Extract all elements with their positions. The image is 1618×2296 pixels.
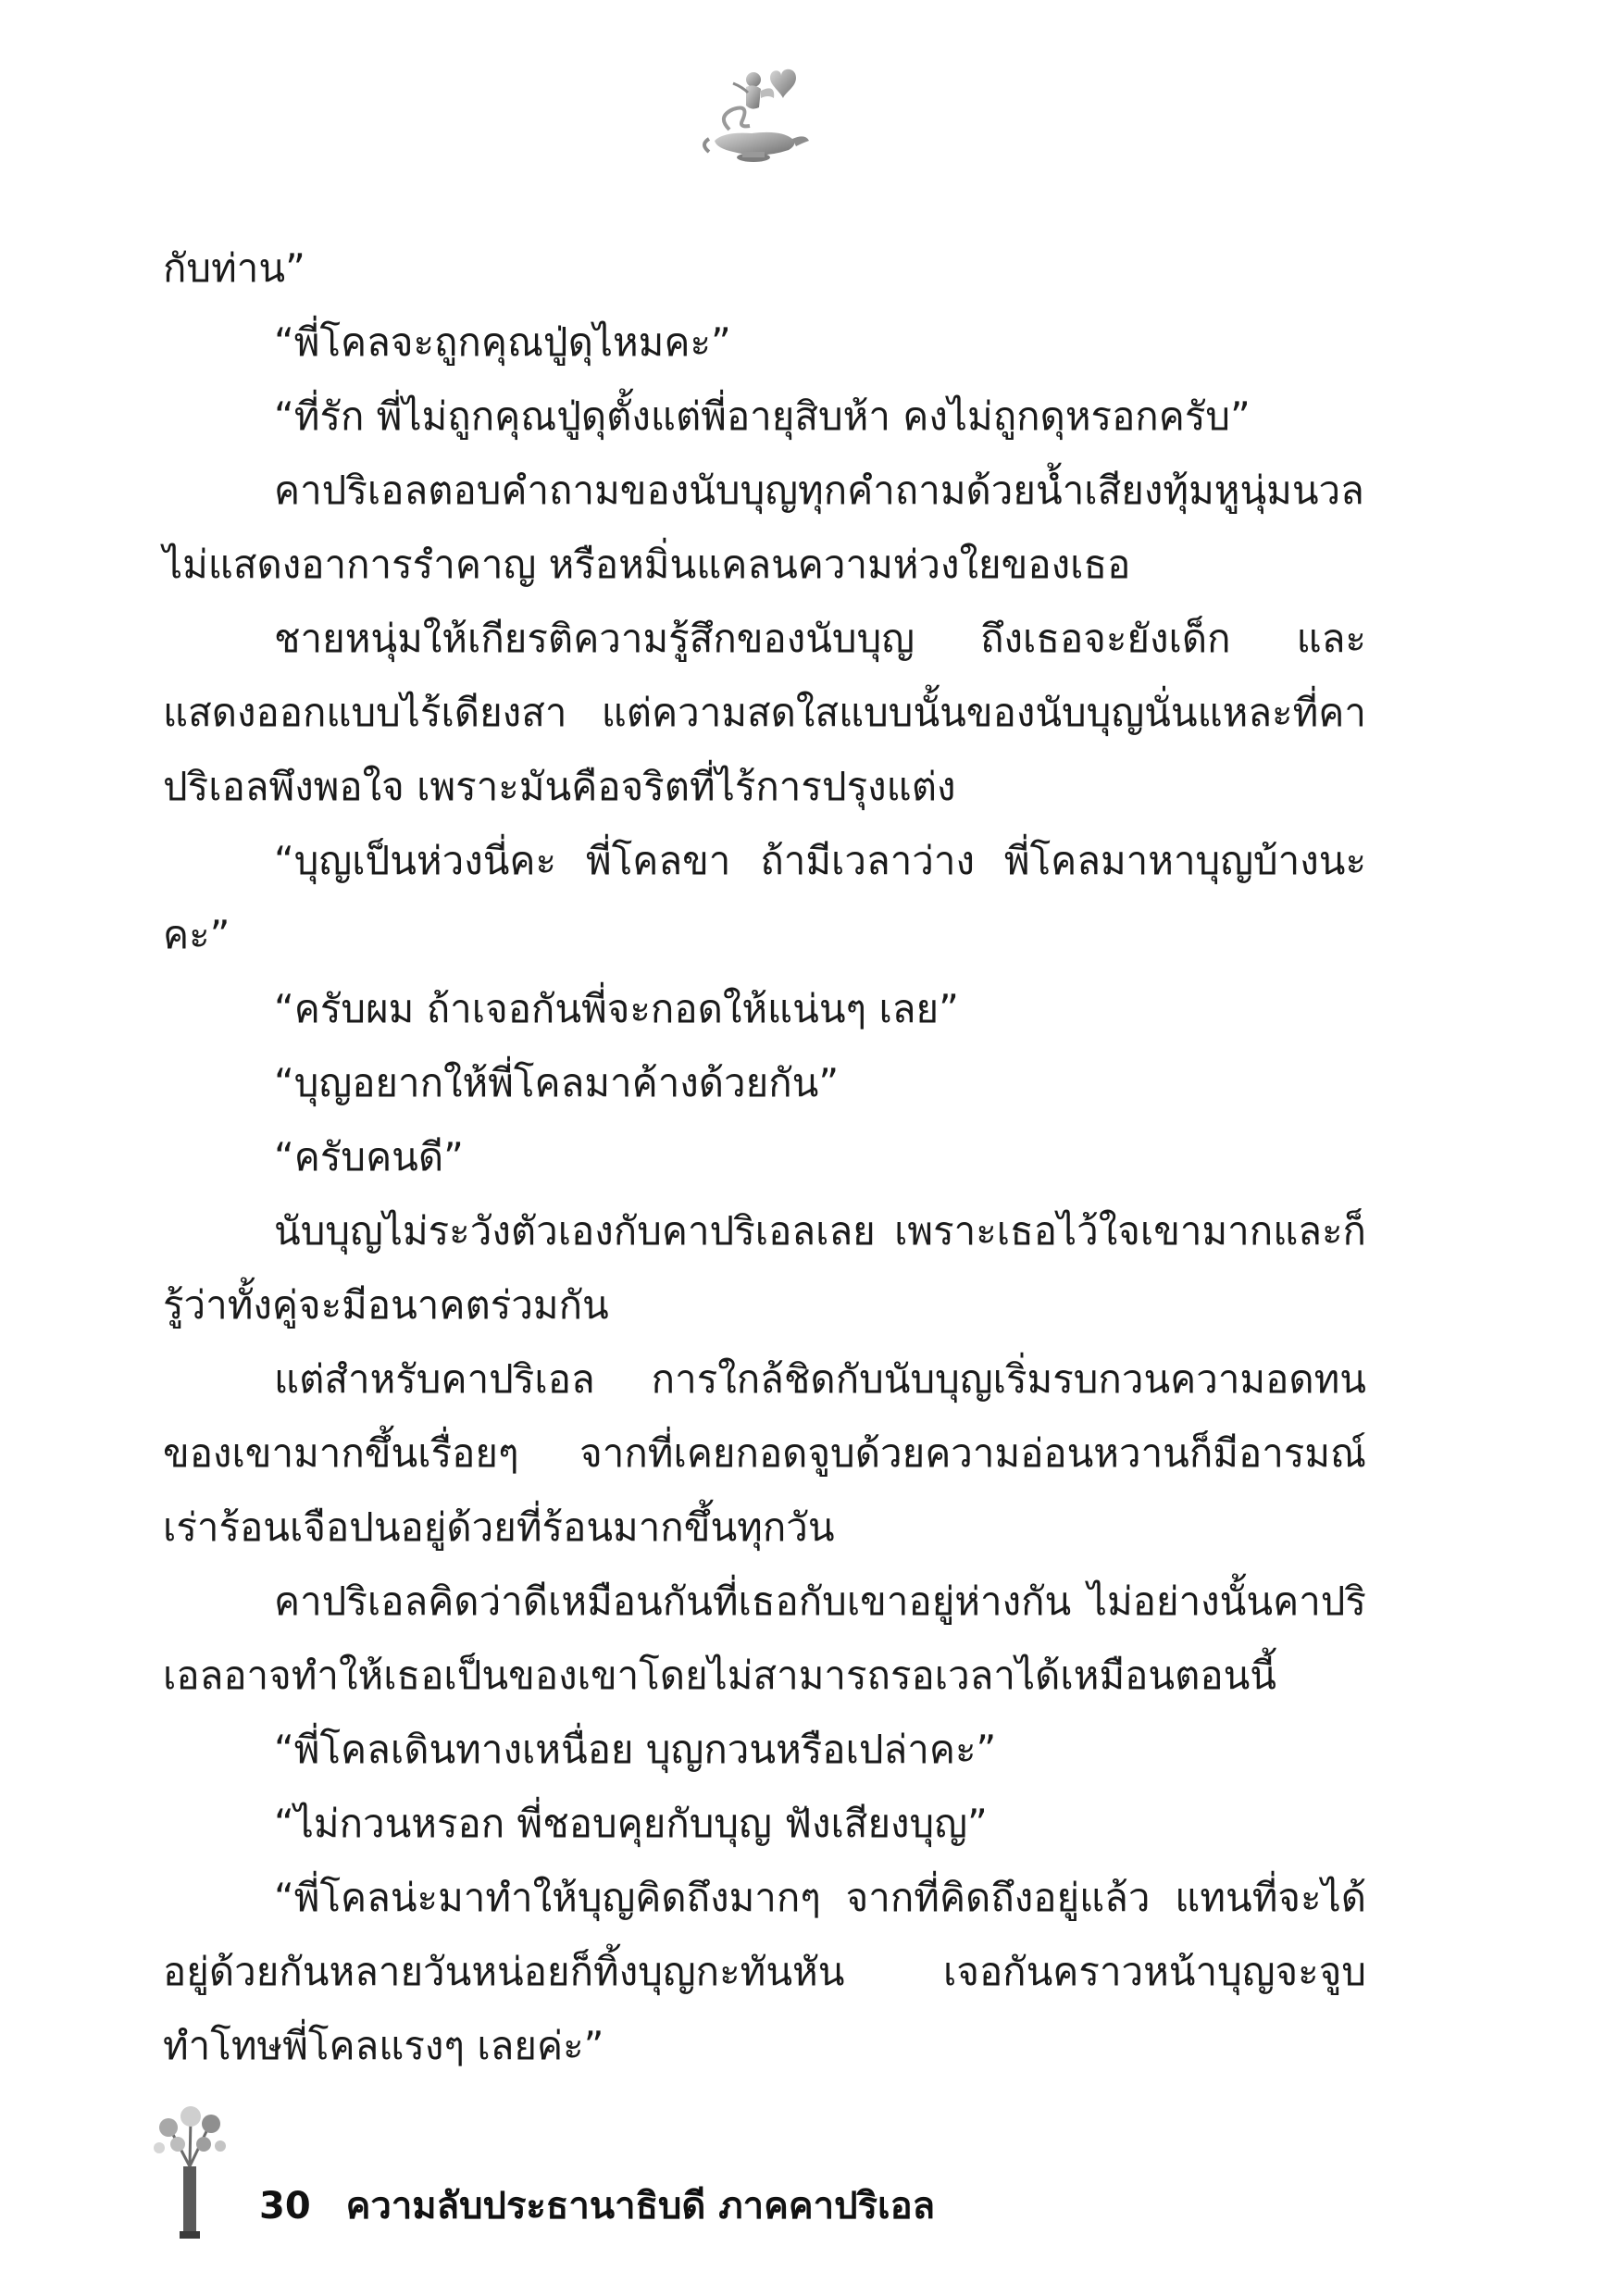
paragraph: “พี่โคลน่ะมาทำให้บุญคิดถึงมากๆ จากที่คิดถึงอยู่แล้ว แทนที่จะได้อยู่ด้วยกันหลายวันหน่อยก็ทิ้งบุญกะทันหัน เจอกันคราวหน้าบุญจะจูบทำโทษพี่โคลแรงๆ เลยค่ะ” bbox=[163, 1875, 1366, 2068]
genie-lamp-ornament-icon bbox=[696, 56, 816, 176]
page-footer bbox=[139, 2102, 1250, 2240]
paragraph: “บุญอยากให้พี่โคลมาค้างด้วยกัน” bbox=[274, 1060, 840, 1105]
paragraph: “พี่โคลจะถูกคุณปู่ดุไหมคะ” bbox=[274, 319, 731, 365]
flower-vase-icon bbox=[148, 2102, 231, 2240]
paragraph: “ไม่กวนหรอก พี่ชอบคุยกับบุญ ฟังเสียงบุญ” bbox=[274, 1801, 988, 1846]
chapter-body bbox=[163, 231, 1366, 2083]
paragraph: “พี่โคลเดินทางเหนื่อย บุญกวนหรือเปล่าคะ” bbox=[274, 1727, 997, 1772]
paragraph: “ที่รัก พี่ไม่ถูกคุณปู่ดุตั้งแต่พี่อายุสิบห้า คงไม่ถูกดุหรอกครับ” bbox=[274, 393, 1251, 439]
paragraph: “บุญเป็นห่วงนี่คะ พี่โคลขา ถ้ามีเวลาว่าง พี่โคลมาหาบุญบ้างนะคะ” bbox=[163, 838, 1366, 957]
paragraph: ชายหนุ่มให้เกียรติความรู้สึกของนับบุญ ถึงเธอจะยังเด็ก และแสดงออกแบบไร้เดียงสา แต่ความสดใสแบบนั้นของนับบุญนั่นแหละที่คาปริเอลพึงพอใจ เพราะมันคือจริตที่ไร้การปรุงแต่ง bbox=[163, 616, 1366, 809]
page-number: 30 bbox=[259, 2185, 311, 2227]
paragraph: คาปริเอลคิดว่าดีเหมือนกันที่เธอกับเขาอยู่ห่างกัน ไม่อย่างนั้นคาปริเอลอาจทำให้เธอเป็นของเขาโดยไม่สามารถรอเวลาได้เหมือนตอนนี้ bbox=[163, 1578, 1366, 1698]
footer-text bbox=[259, 2176, 935, 2235]
paragraph: “ครับผม ถ้าเจอกันพี่จะกอดให้แน่นๆ เลย” bbox=[274, 986, 959, 1031]
paragraph: แต่สำหรับคาปริเอล การใกล้ชิดกับนับบุญเริ่มรบกวนความอดทนของเขามากขึ้นเรื่อยๆ จากที่เคยกอดจูบด้วยความอ่อนหวานก็มีอารมณ์เร่าร้อนเจือปนอยู่ด้วยที่ร้อนมากขึ้นทุกวัน bbox=[163, 1356, 1366, 1550]
paragraph: คาปริเอลตอบคำถามของนับบุญทุกคำถามด้วยน้ำเสียงทุ้มหูนุ่มนวล ไม่แสดงอาการรำคาญ หรือหมิ่นแคลนความห่วงใยของเธอ bbox=[163, 468, 1364, 587]
paragraph: “ครับคนดี” bbox=[274, 1134, 464, 1179]
book-title: ความลับประธานาธิบดี ภาคคาปริเอล bbox=[345, 2185, 936, 2227]
paragraph: กับท่าน” bbox=[163, 245, 305, 291]
paragraph: นับบุญไม่ระวังตัวเองกับคาปริเอลเลย เพราะเธอไว้ใจเขามากและก็รู้ว่าทั้งคู่จะมีอนาคตร่วมกัน bbox=[163, 1208, 1366, 1328]
